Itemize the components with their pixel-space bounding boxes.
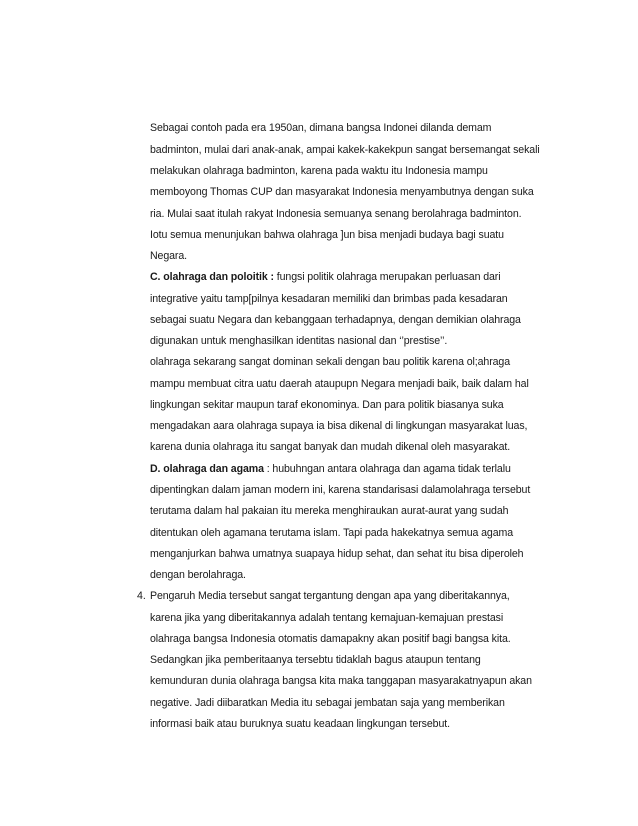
text-line: olahraga sekarang sangat dominan sekali dengan bau politik karena ol;ahraga	[150, 356, 511, 368]
text-line: lingkungan sekitar maupun taraf ekonominya. Dan para politik biasanya suka	[150, 399, 504, 411]
text-line: olahraga bangsa Indonesia otomatis damapakny akan positif bagi bangsa kita.	[150, 633, 511, 645]
text-line: ditentukan oleh agamana terutama islam. Tapi pada hakekatnya semua agama	[150, 527, 514, 539]
text-line: integrative yaitu tamp[pilnya kesadaran memiliki dan brimbas pada kesadaran	[150, 293, 508, 305]
text-line: Iotu semua menunjukan bahwa olahraga ]un bisa menjadi budaya bagi suatu	[150, 229, 504, 241]
text-line: kemunduran dunia olahraga bangsa kita maka tanggapan masyarakatnyapun akan	[150, 675, 532, 687]
section-c-first-line-text: fungsi politik olahraga merupakan perluasan dari	[273, 271, 501, 283]
text-line: Sebagai contoh pada era 1950an, dimana bangsa Indonei dilanda demam	[150, 122, 492, 134]
text-line: ria. Mulai saat itulah rakyat Indonesia semuanya senang berolahraga badminton.	[150, 208, 522, 220]
text-line: digunakan untuk menghasilkan identitas nasional dan ‘’prestise’’.	[150, 335, 448, 347]
text-line: sebagai suatu Negara dan kebanggaan terhadapnya, dengan demikian olahraga	[150, 314, 521, 326]
text-line: menganjurkan bahwa umatnya suapaya hidup sehat, dan sehat itu bisa diperoleh	[150, 548, 524, 560]
text-line: melakukan olahraga badminton, karena pada waktu itu Indonesia mampu	[150, 165, 488, 177]
text-line: Negara.	[150, 250, 187, 262]
text-line: dengan berolahraga.	[150, 569, 246, 581]
section-d-first-line-text: : hubuhngan antara olahraga dan agama tidak terlalu	[263, 463, 511, 475]
text-line: terutama dalam hal pakaian itu mereka menghiraukan aurat-aurat yang sudah	[150, 505, 509, 517]
text-line: negative. Jadi diibaratkan Media itu sebagai jembatan saja yang memberikan	[150, 697, 505, 709]
section-c-heading: C. olahraga dan poloitik :	[150, 271, 274, 283]
text-line: dipentingkan dalam jaman modern ini, karena standarisasi dalamolahraga tersebut	[150, 484, 531, 496]
text-line: karena dunia olahraga itu sangat banyak dan mudah dikenal oleh masyarakat.	[150, 441, 511, 453]
text-line: Sedangkan jika pemberitaanya tersebtu tidaklah bagus ataupun tentang	[150, 654, 481, 666]
text-line: mampu membuat citra uatu daerah ataupupn Negara menjadi baik, baik dalam hal	[150, 378, 529, 390]
text-line: karena jika yang diberitakannya adalah tentang kemajuan-kemajuan prestasi	[150, 612, 504, 624]
text-line: memboyong Thomas CUP dan masyarakat Indonesia menyambutnya dengan suka	[150, 186, 534, 198]
text-line: informasi baik atau buruknya suatu keadaan lingkungan tersebut.	[150, 718, 450, 730]
text-line: Pengaruh Media tersebut sangat tergantung dengan apa yang diberitakannya,	[150, 590, 510, 602]
section-d-first-line	[150, 462, 590, 476]
section-d-heading: D. olahraga dan agama	[150, 463, 264, 475]
list-number: 4.	[137, 590, 146, 602]
section-c-first-line	[150, 270, 590, 284]
text-line: badminton, mulai dari anak-anak, ampai kakek-kakekpun sangat bersemangat sekali	[150, 144, 540, 156]
text-line: mengadakan aara olahraga supaya ia bisa dikenal di lingkungan masyarakat luas,	[150, 420, 528, 432]
